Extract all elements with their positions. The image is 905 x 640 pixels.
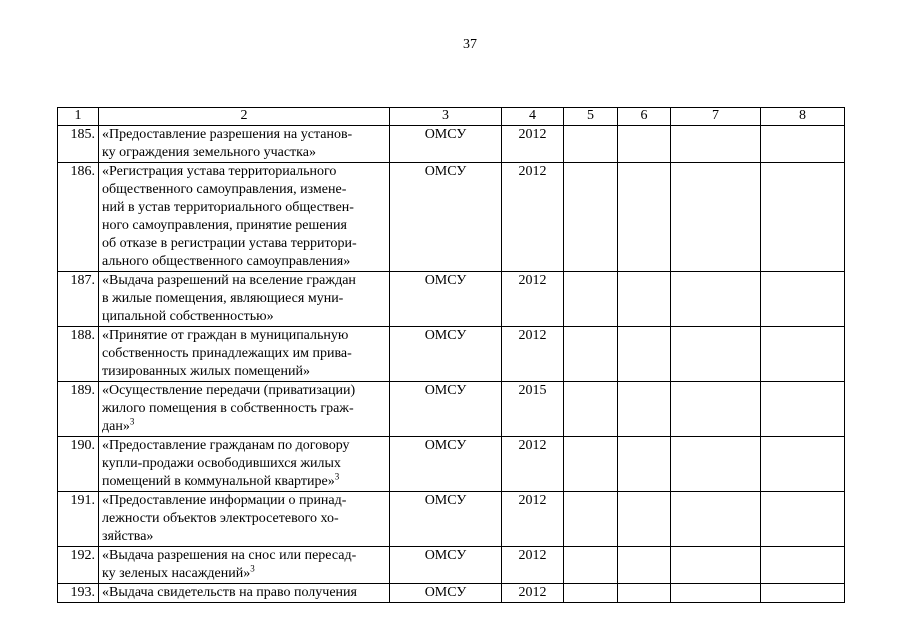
service-name-text: ного самоуправления, принятие решения xyxy=(102,218,347,233)
empty-cell-col-5 xyxy=(564,547,618,584)
service-name-line xyxy=(102,327,386,345)
empty-cell-col-7 xyxy=(671,126,761,163)
service-name xyxy=(99,437,390,492)
service-name-line xyxy=(102,363,386,381)
empty-cell-col-5 xyxy=(564,163,618,272)
service-name-line xyxy=(102,217,386,235)
empty-cell-col-8 xyxy=(761,327,845,382)
empty-cell-col-5 xyxy=(564,272,618,327)
service-name-line xyxy=(102,547,386,565)
empty-cell-col-8 xyxy=(761,584,845,603)
service-name-text: ку ограждения земельного участка» xyxy=(102,145,316,160)
service-name-text: «Выдача разрешений на вселение граждан xyxy=(102,273,356,288)
service-name-line xyxy=(102,437,386,455)
service-name-line xyxy=(102,565,386,583)
row-number: 186. xyxy=(58,163,99,272)
service-name-line xyxy=(102,272,386,290)
empty-cell-col-8 xyxy=(761,126,845,163)
service-name-text: «Выдача свидетельств на право получения xyxy=(102,585,357,600)
footnote-marker: 3 xyxy=(129,416,135,427)
service-name xyxy=(99,382,390,437)
empty-cell-col-6 xyxy=(618,272,671,327)
empty-cell-col-6 xyxy=(618,584,671,603)
row-number: 192. xyxy=(58,547,99,584)
footnote-marker: 3 xyxy=(334,471,340,482)
row-number: 191. xyxy=(58,492,99,547)
empty-cell-col-8 xyxy=(761,272,845,327)
row-number: 189. xyxy=(58,382,99,437)
empty-cell-col-5 xyxy=(564,382,618,437)
year-cell: 2012 xyxy=(502,272,564,327)
service-name-text: «Осуществление передачи (приватизации) xyxy=(102,383,356,398)
empty-cell-col-7 xyxy=(671,492,761,547)
empty-cell-col-7 xyxy=(671,272,761,327)
empty-cell-col-8 xyxy=(761,163,845,272)
table-row xyxy=(58,492,845,547)
empty-cell-col-5 xyxy=(564,492,618,547)
service-name-text: общественного самоуправления, измене- xyxy=(102,182,347,197)
service-name-line xyxy=(102,510,386,528)
service-name-line xyxy=(102,345,386,363)
service-name-text: «Предоставление гражданам по договору xyxy=(102,438,350,453)
header-cell-3: 3 xyxy=(390,108,502,126)
service-name-text: ципальной собственностью» xyxy=(102,309,274,324)
empty-cell-col-7 xyxy=(671,584,761,603)
header-cell-5: 5 xyxy=(564,108,618,126)
service-name-line xyxy=(102,455,386,473)
table-row xyxy=(58,163,845,272)
empty-cell-col-7 xyxy=(671,547,761,584)
year-cell: 2012 xyxy=(502,163,564,272)
row-number: 190. xyxy=(58,437,99,492)
services-table xyxy=(57,107,845,603)
service-name-line xyxy=(102,144,386,162)
empty-cell-col-8 xyxy=(761,382,845,437)
service-name-text: тизированных жилых помещений» xyxy=(102,364,310,379)
service-name-text: в жилые помещения, являющиеся муни- xyxy=(102,291,344,306)
year-cell: 2012 xyxy=(502,327,564,382)
service-name-line xyxy=(102,235,386,253)
service-name-text: ний в устав территориального обществен- xyxy=(102,200,354,215)
service-name-text: собственность принадлежащих им прива- xyxy=(102,346,352,361)
table-row xyxy=(58,437,845,492)
service-name-text: «Предоставление информации о принад- xyxy=(102,493,347,508)
footnote-marker: 3 xyxy=(250,563,255,574)
service-name-line xyxy=(102,400,386,418)
empty-cell-col-7 xyxy=(671,437,761,492)
header-cell-2: 2 xyxy=(99,108,390,126)
empty-cell-col-6 xyxy=(618,327,671,382)
executor-cell: ОМСУ xyxy=(390,327,502,382)
service-name-text: помещений в коммунальной квартире» xyxy=(102,474,335,489)
empty-cell-col-5 xyxy=(564,584,618,603)
empty-cell-col-5 xyxy=(564,437,618,492)
table-row xyxy=(58,382,845,437)
service-name-text: ального общественного самоуправления» xyxy=(102,254,351,269)
header-cell-4: 4 xyxy=(502,108,564,126)
executor-cell: ОМСУ xyxy=(390,547,502,584)
header-cell-7: 7 xyxy=(671,108,761,126)
executor-cell: ОМСУ xyxy=(390,437,502,492)
empty-cell-col-6 xyxy=(618,163,671,272)
empty-cell-col-8 xyxy=(761,492,845,547)
service-name-line xyxy=(102,163,386,181)
executor-cell: ОМСУ xyxy=(390,126,502,163)
service-name-line xyxy=(102,418,386,436)
row-number: 187. xyxy=(58,272,99,327)
page-number: 37 xyxy=(463,37,477,52)
empty-cell-col-5 xyxy=(564,126,618,163)
executor-cell: ОМСУ xyxy=(390,382,502,437)
year-cell: 2015 xyxy=(502,382,564,437)
service-name-line xyxy=(102,382,386,400)
empty-cell-col-6 xyxy=(618,382,671,437)
table-row xyxy=(58,272,845,327)
service-name xyxy=(99,126,390,163)
service-name-text: лежности объектов электросетевого хо- xyxy=(102,511,339,526)
empty-cell-col-6 xyxy=(618,547,671,584)
empty-cell-col-8 xyxy=(761,437,845,492)
empty-cell-col-7 xyxy=(671,327,761,382)
service-name xyxy=(99,584,390,603)
service-name xyxy=(99,547,390,584)
service-name-line xyxy=(102,253,386,271)
service-name-line xyxy=(102,199,386,217)
table-row xyxy=(58,327,845,382)
year-cell: 2012 xyxy=(502,584,564,603)
service-name-line xyxy=(102,492,386,510)
service-name xyxy=(99,163,390,272)
service-name-text: «Выдача разрешения на снос или пересад- xyxy=(102,548,357,563)
service-name-text: жилого помещения в собственность граж- xyxy=(102,401,354,416)
service-name-line xyxy=(102,584,386,602)
header-cell-6: 6 xyxy=(618,108,671,126)
service-name-line xyxy=(102,290,386,308)
service-name-line xyxy=(102,473,386,491)
empty-cell-col-6 xyxy=(618,126,671,163)
table-row xyxy=(58,584,845,603)
service-name-line xyxy=(102,308,386,326)
table-row xyxy=(58,126,845,163)
service-name-text: «Предоставление разрешения на установ- xyxy=(102,127,353,142)
row-number: 193. xyxy=(58,584,99,603)
year-cell: 2012 xyxy=(502,547,564,584)
empty-cell-col-6 xyxy=(618,492,671,547)
empty-cell-col-7 xyxy=(671,382,761,437)
table-row xyxy=(58,547,845,584)
empty-cell-col-6 xyxy=(618,437,671,492)
year-cell: 2012 xyxy=(502,126,564,163)
service-name-text: об отказе в регистрации устава территори- xyxy=(102,236,357,251)
empty-cell-col-5 xyxy=(564,327,618,382)
executor-cell: ОМСУ xyxy=(390,492,502,547)
service-name xyxy=(99,327,390,382)
service-name-line xyxy=(102,528,386,546)
executor-cell: ОМСУ xyxy=(390,163,502,272)
header-row xyxy=(58,108,845,126)
empty-cell-col-8 xyxy=(761,547,845,584)
header-cell-8: 8 xyxy=(761,108,845,126)
service-name-line xyxy=(102,181,386,199)
service-name-line xyxy=(102,126,386,144)
executor-cell: ОМСУ xyxy=(390,584,502,603)
empty-cell-col-7 xyxy=(671,163,761,272)
service-name xyxy=(99,492,390,547)
service-name-text: зяйства» xyxy=(102,529,154,544)
service-name xyxy=(99,272,390,327)
year-cell: 2012 xyxy=(502,492,564,547)
row-number: 185. xyxy=(58,126,99,163)
year-cell: 2012 xyxy=(502,437,564,492)
service-name-text: «Регистрация устава территориального xyxy=(102,164,337,179)
row-number: 188. xyxy=(58,327,99,382)
service-name-text: купли-продажи освободившихся жилых xyxy=(102,456,341,471)
executor-cell: ОМСУ xyxy=(390,272,502,327)
service-name-text: ку зеленых насаждений» xyxy=(102,566,251,581)
service-name-text: дан» xyxy=(102,419,130,434)
service-name-text: «Принятие от граждан в муниципальную xyxy=(102,328,349,343)
header-cell-1: 1 xyxy=(58,108,99,126)
